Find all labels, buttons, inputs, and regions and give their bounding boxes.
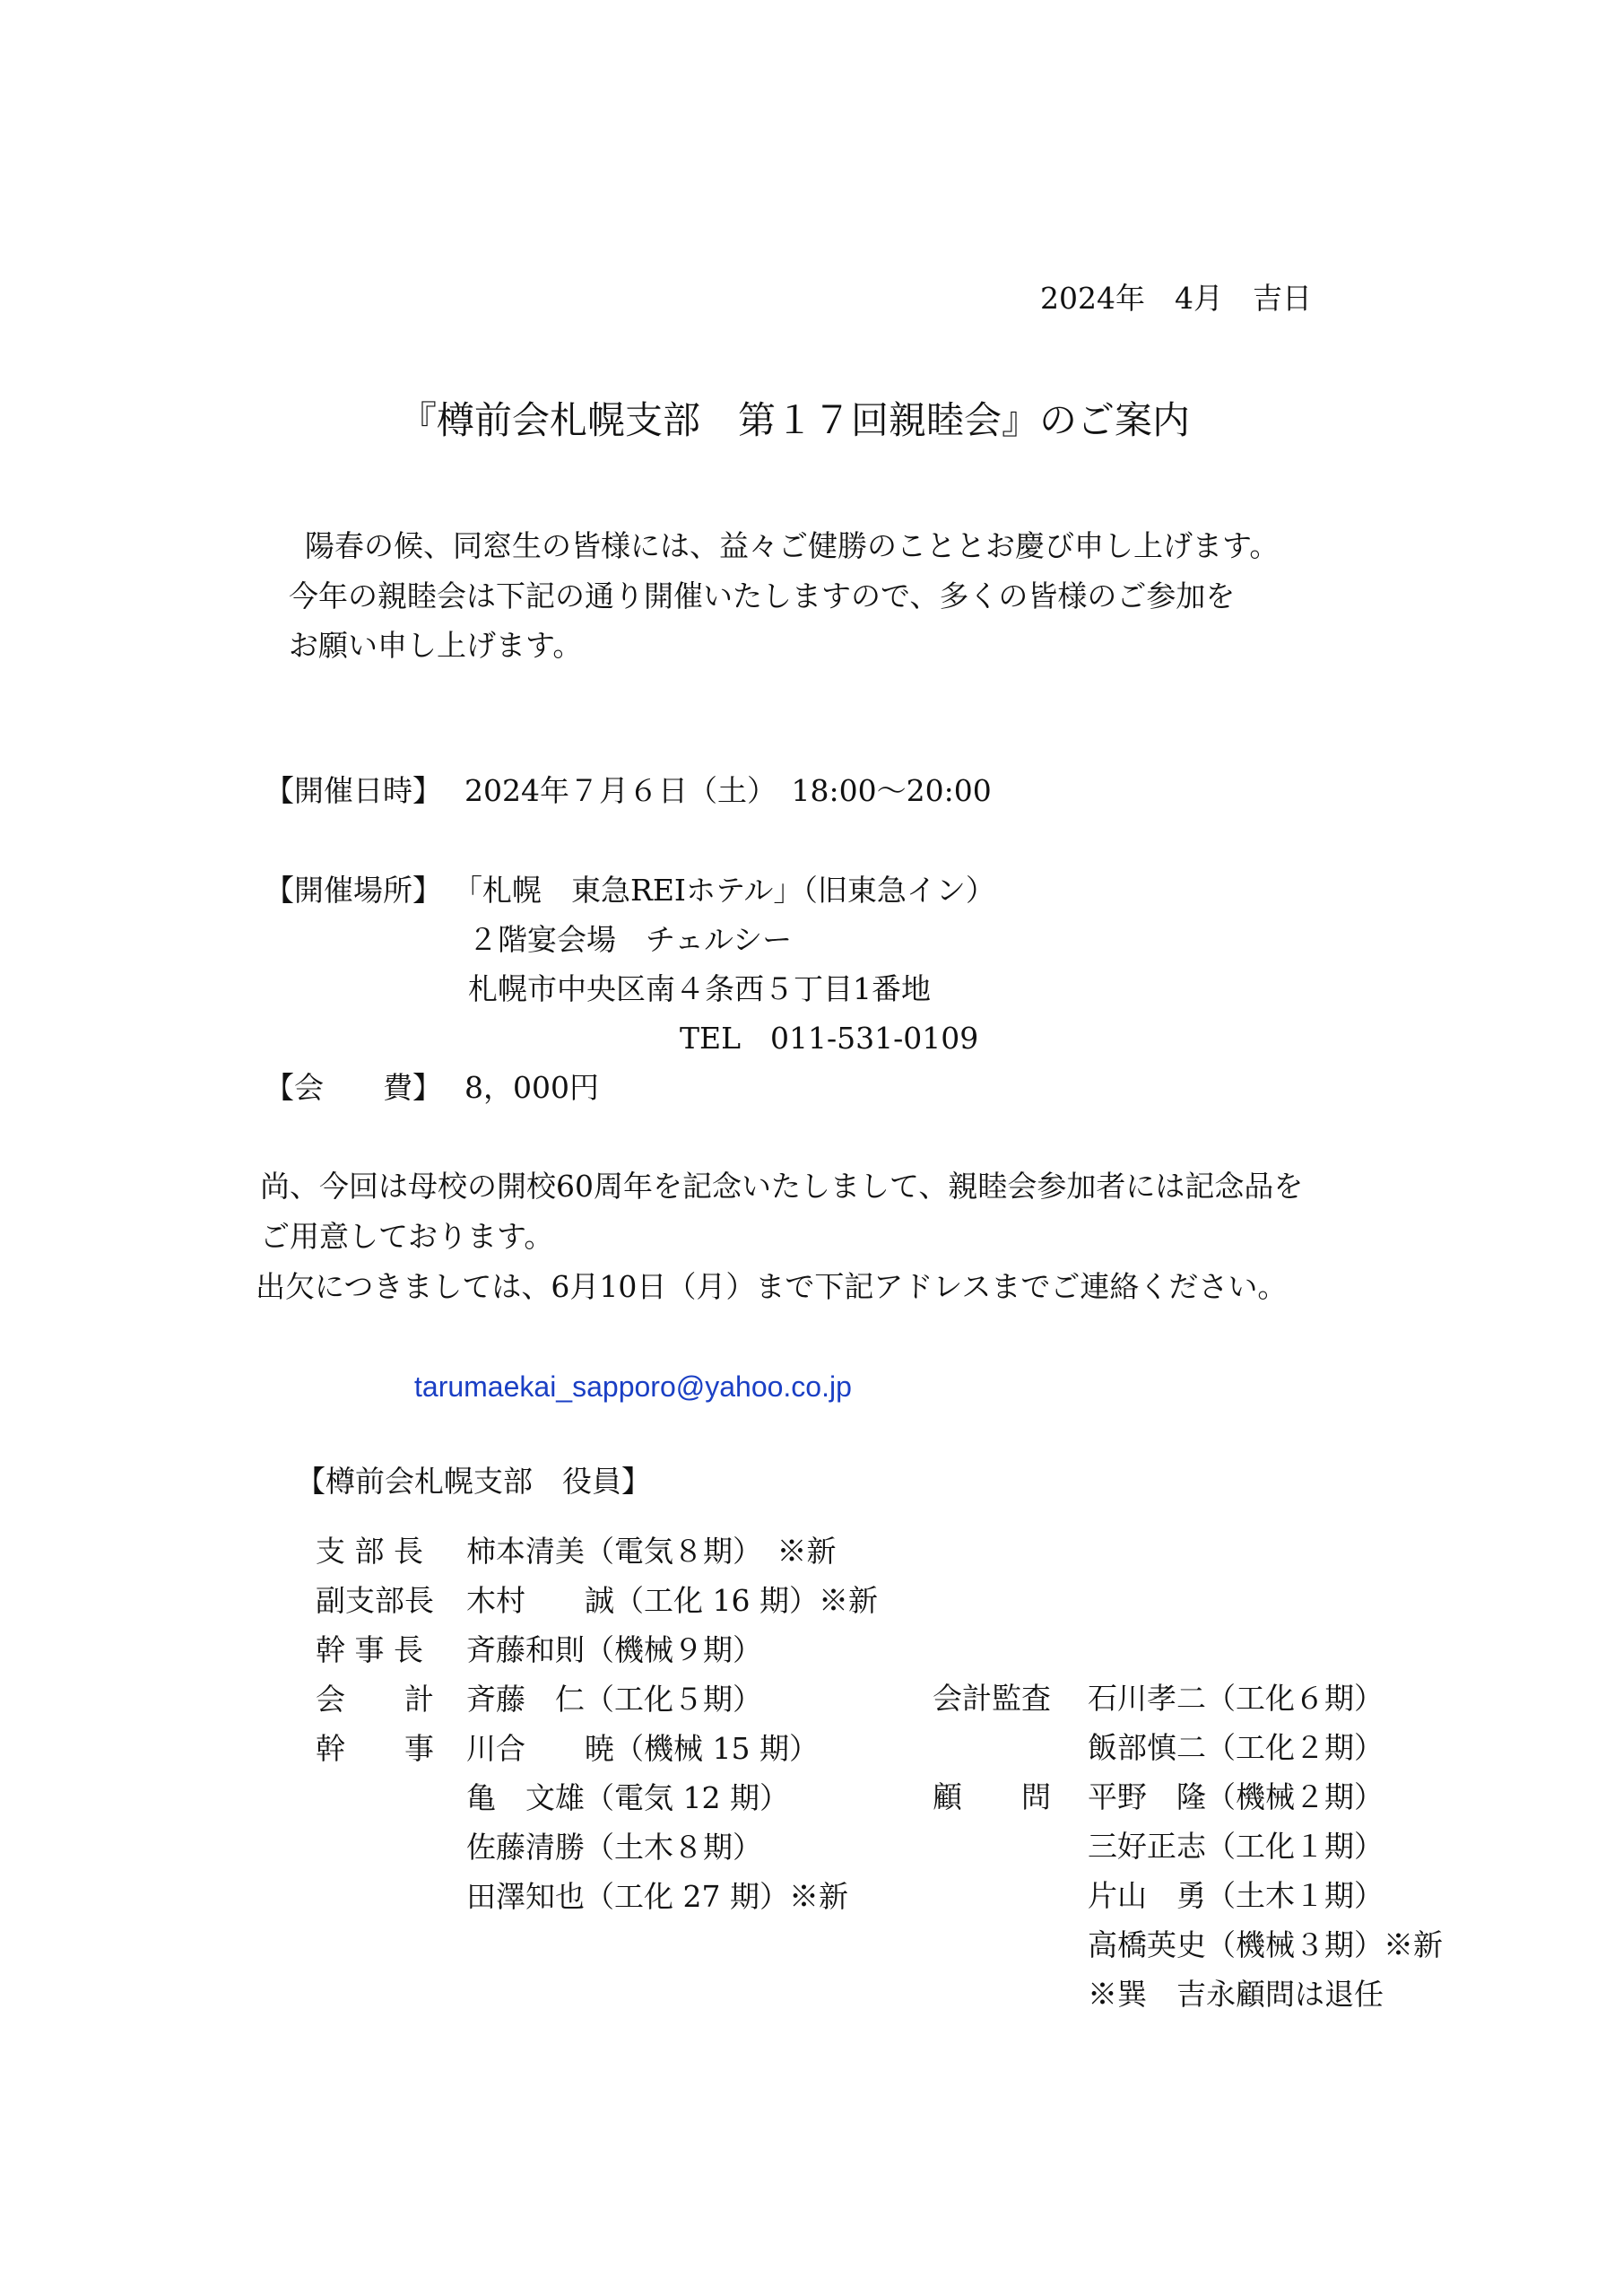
officer-name: 斉藤和則（機械９期） [466, 1632, 762, 1667]
greeting-line-3: お願い申し上げます。 [289, 628, 583, 663]
officer-name: 川合 暁（機械 15 期） [466, 1731, 819, 1766]
officer-name: 佐藤清勝（土木８期） [466, 1830, 762, 1865]
officer-name: 斉藤 仁（工化５期） [466, 1682, 762, 1717]
greeting-line-2: 今年の親睦会は下記の通り開催いたしますので、多くの皆様のご参加を [289, 578, 1236, 613]
officers-heading: 【樽前会札幌支部 役員】 [296, 1464, 651, 1499]
officer-role: 副支部長 [316, 1583, 434, 1618]
contact-email-link[interactable]: tarumaekai_sapporo@yahoo.co.jp [414, 1370, 852, 1403]
officer-name: 飯部慎二（工化２期） [1088, 1730, 1384, 1765]
event-venue-tel: TEL 011-531-0109 [680, 1021, 979, 1056]
event-datetime-label: 【開催日時】 [265, 773, 442, 808]
officer-name: 木村 誠（工化 16 期）※新 [466, 1583, 878, 1618]
event-datetime-value: 2024年７月６日（土） 18:00～20:00 [464, 773, 992, 808]
document-title: 『樽前会札幌支部 第１７回親睦会』のご案内 [399, 398, 1191, 442]
officer-name: 高橋英史（機械３期）※新 [1088, 1927, 1443, 1962]
event-fee-value: 8，000円 [464, 1070, 599, 1105]
notice-line-1: 尚、今回は母校の開校60周年を記念いたしまして、親睦会参加者には記念品を [260, 1169, 1304, 1204]
officer-name: 田澤知也（工化 27 期）※新 [466, 1879, 848, 1914]
event-venue-line: 札幌市中央区南４条西５丁目1番地 [468, 971, 931, 1006]
event-fee-label: 【会 費】 [265, 1070, 442, 1105]
event-venue-line: ２階宴会場 チェルシー [468, 922, 793, 957]
officer-name: 柿本清美（電気８期） ※新 [466, 1534, 837, 1569]
greeting-line-1: 陽春の候、同窓生の皆様には、益々ご健勝のこととお慶び申し上げます。 [305, 528, 1280, 563]
issue-date: 2024年 4月 吉日 [1040, 281, 1312, 316]
notice-line-3: 出欠につきましては、6月10日（月）まで下記アドレスまでご連絡ください。 [256, 1269, 1288, 1304]
officer-name: 平野 隆（機械２期） [1088, 1779, 1384, 1814]
officer-name: 亀 文雄（電気 12 期） [466, 1780, 789, 1815]
event-venue-label: 【開催場所】 [265, 873, 442, 908]
officer-name: 三好正志（工化１期） [1088, 1829, 1384, 1864]
officer-role: 会 計 [316, 1682, 434, 1717]
officer-role: 支 部 長 [316, 1534, 423, 1569]
officer-name: 片山 勇（土木１期） [1088, 1878, 1384, 1913]
officer-role: 幹 事 長 [316, 1632, 423, 1667]
officer-name: 石川孝二（工化６期） [1088, 1681, 1384, 1716]
officer-name: ※巽 吉永顧問は退任 [1088, 1977, 1384, 2012]
officer-role: 会計監査 [933, 1681, 1051, 1716]
officer-role: 幹 事 [316, 1731, 434, 1766]
notice-line-2: ご用意しております。 [260, 1219, 554, 1254]
officer-role: 顧 問 [933, 1779, 1051, 1814]
event-venue-line: 「札幌 東急REIホテル」（旧東急イン） [453, 873, 995, 908]
